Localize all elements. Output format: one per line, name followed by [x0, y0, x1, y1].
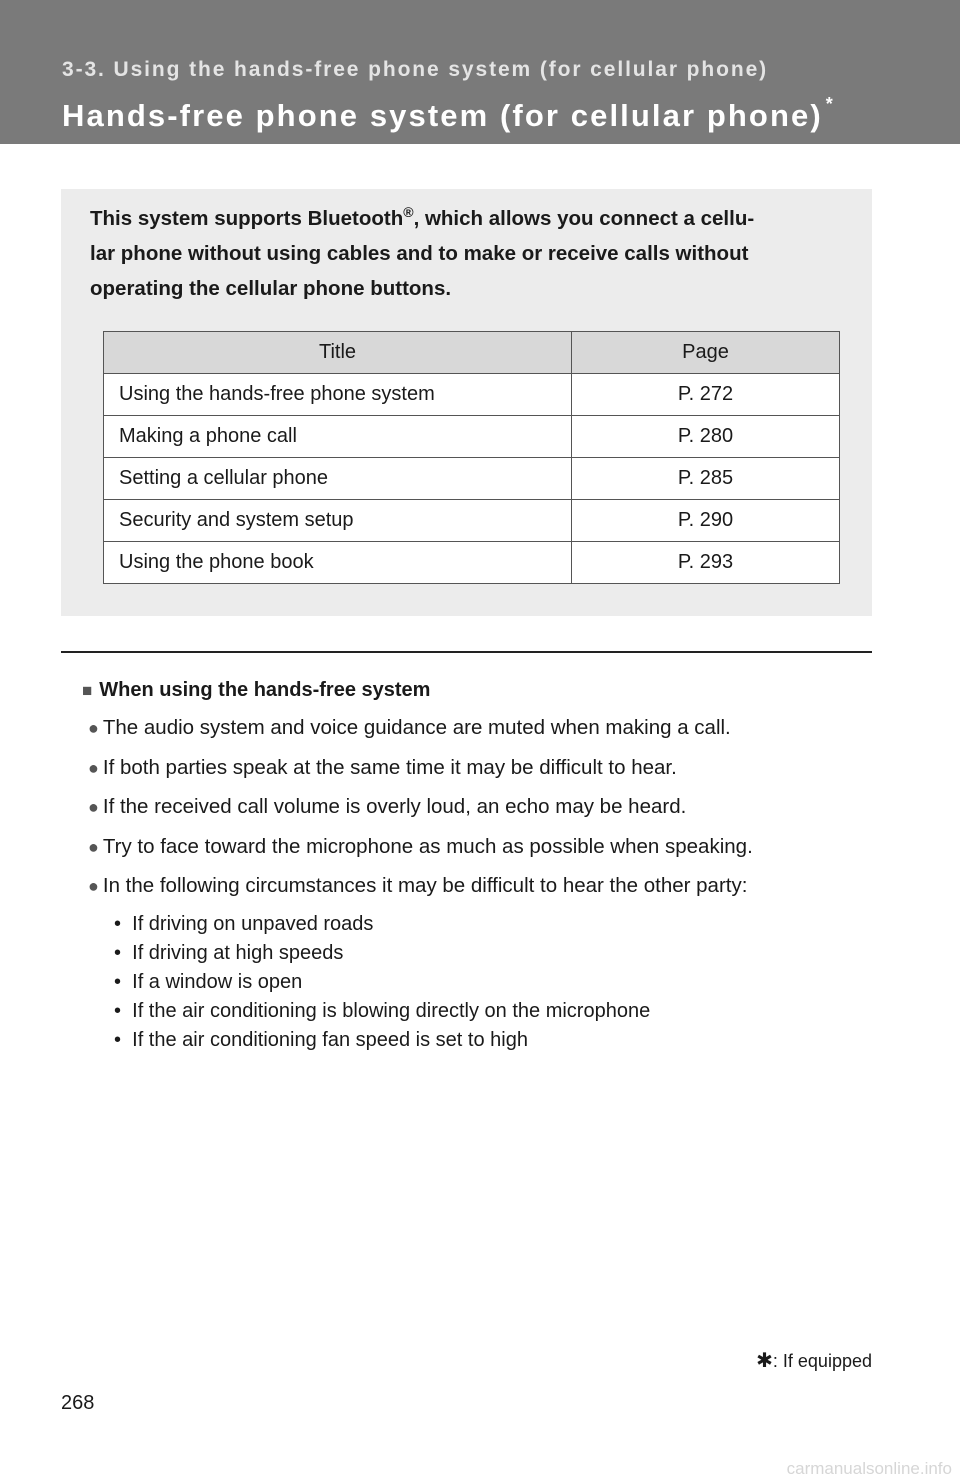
dot-bullet-icon: • [114, 971, 122, 993]
topics-table [103, 331, 840, 584]
sub-list-item [114, 942, 343, 965]
note-text: Try to face toward the microphone as much as possible when speaking. [102, 835, 753, 858]
table-header-row [104, 332, 840, 374]
registered-mark: ® [403, 204, 414, 221]
dot-bullet-icon: • [114, 913, 122, 935]
intro-text [90, 201, 850, 306]
column-header-title: Title [104, 332, 572, 374]
watermark: carmanualsonline.info [786, 1459, 952, 1478]
sub-list-item [114, 1029, 528, 1052]
topic-title: Security and system setup [104, 500, 572, 542]
topic-title: Setting a cellular phone [104, 458, 572, 500]
note-text: If both parties speak at the same time it may be difficult to hear. [102, 756, 677, 779]
intro-box [61, 189, 872, 616]
page-header-band [0, 0, 960, 144]
footnote-text: : If equipped [772, 1351, 872, 1371]
table-row [104, 374, 840, 416]
topic-page-ref[interactable]: P. 285 [572, 458, 840, 500]
table-row [104, 458, 840, 500]
sub-item-text: If driving at high speeds [132, 942, 344, 964]
topic-title: Making a phone call [104, 416, 572, 458]
circle-bullet-icon: ● [88, 797, 99, 817]
notes-heading [82, 679, 430, 702]
note-text: If the received call volume is overly loud, an echo may be heard. [102, 795, 687, 818]
dot-bullet-icon: • [114, 1000, 122, 1022]
sub-item-text: If driving on unpaved roads [132, 913, 374, 935]
circle-bullet-icon: ● [88, 718, 99, 738]
table-row [104, 542, 840, 584]
page-number: 268 [61, 1392, 95, 1414]
note-text: The audio system and voice guidance are muted when making a call. [102, 716, 731, 739]
list-item [88, 835, 753, 859]
sub-item-text: If a window is open [132, 971, 303, 993]
list-item [88, 874, 747, 898]
sub-list-item [114, 971, 302, 994]
sub-item-text: If the air conditioning is blowing directly on the microphone [132, 1000, 651, 1022]
topic-page-ref[interactable]: P. 272 [572, 374, 840, 416]
section-label: 3-3. Using the hands-free phone system (for cellular phone) [62, 58, 769, 81]
intro-line3: operating the cellular phone buttons. [90, 277, 452, 300]
topic-page-ref[interactable]: P. 293 [572, 542, 840, 584]
list-item [88, 756, 677, 780]
circle-bullet-icon: ● [88, 876, 99, 896]
table-row [104, 500, 840, 542]
circle-bullet-icon: ● [88, 758, 99, 778]
intro-line1-start: This system supports Bluetooth [90, 207, 404, 230]
topic-title: Using the hands-free phone system [104, 374, 572, 416]
topic-title: Using the phone book [104, 542, 572, 584]
page-title [62, 94, 835, 134]
topic-page-ref[interactable]: P. 290 [572, 500, 840, 542]
topic-page-ref[interactable]: P. 280 [572, 416, 840, 458]
square-bullet-icon: ■ [82, 681, 93, 700]
intro-line2: lar phone without using cables and to make or receive calls without [90, 242, 749, 265]
sub-item-text: If the air conditioning fan speed is set to high [132, 1029, 528, 1051]
column-header-page: Page [572, 332, 840, 374]
footnote [756, 1348, 872, 1373]
circle-bullet-icon: ● [88, 837, 99, 857]
table-row [104, 416, 840, 458]
note-text: In the following circumstances it may be difficult to hear the other party: [102, 874, 748, 897]
page-title-text: Hands-free phone system (for cellular phone) [62, 98, 823, 133]
list-item [88, 716, 731, 740]
section-divider [61, 651, 872, 653]
intro-line1-end: , which allows you connect a cellu- [413, 207, 755, 230]
notes-heading-text: When using the hands-free system [99, 679, 431, 701]
if-equipped-marker: * [825, 94, 835, 114]
dot-bullet-icon: • [114, 1029, 122, 1051]
asterisk-icon: ✱ [756, 1350, 773, 1372]
sub-list-item [114, 1000, 650, 1023]
sub-list-item [114, 913, 373, 936]
dot-bullet-icon: • [114, 942, 122, 964]
list-item [88, 795, 686, 819]
